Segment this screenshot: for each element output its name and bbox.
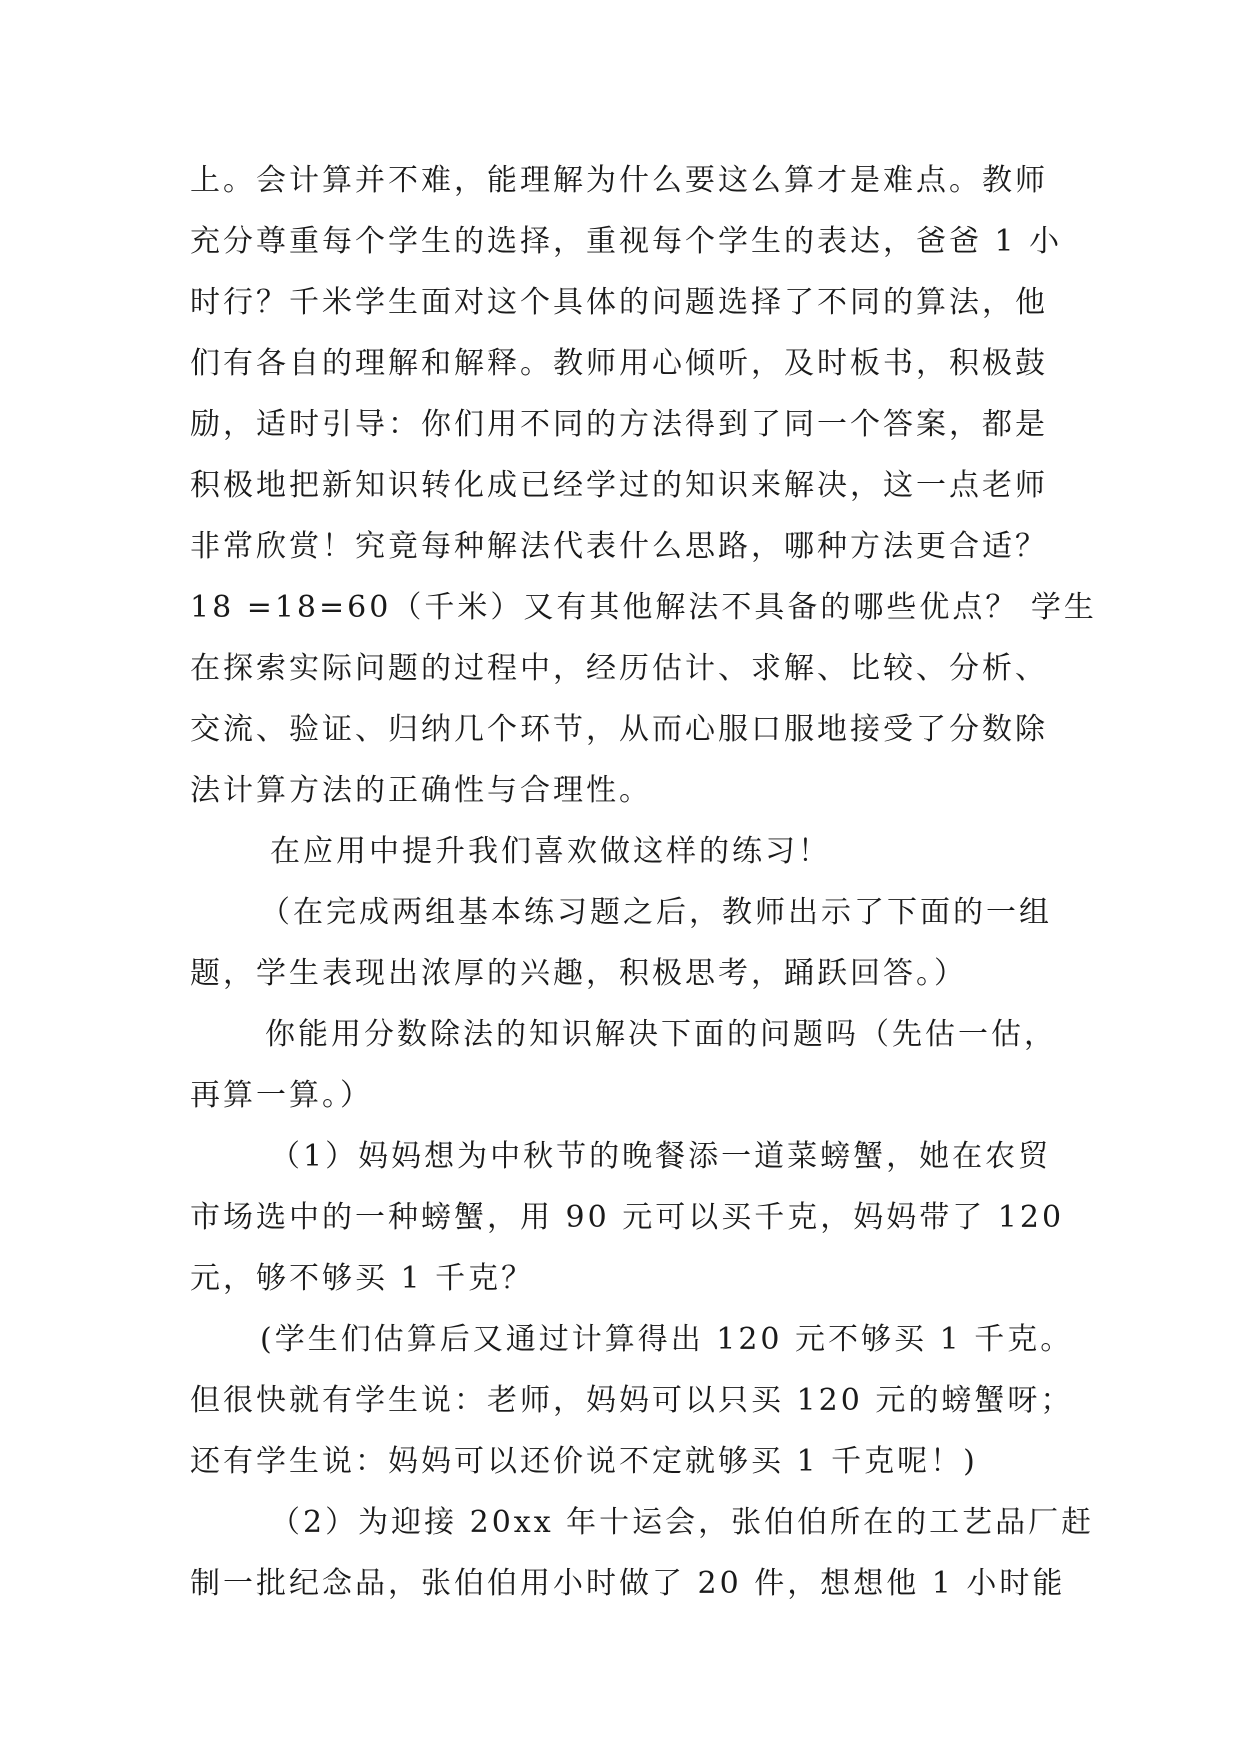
paragraph-line: 法计算方法的正确性与合理性。 bbox=[190, 773, 652, 808]
question-line: （1）妈妈想为中秋节的晚餐添一道菜螃蟹，她在农贸 bbox=[270, 1139, 1052, 1174]
paragraph-line: （在完成两组基本练习题之后，教师出示了下面的一组 bbox=[260, 895, 1052, 930]
paragraph-line: 18 =18=60（千米）又有其他解法不具备的哪些优点？ 学生 bbox=[190, 590, 1097, 625]
paragraph-line: 时行？千米学生面对这个具体的问题选择了不同的算法，他 bbox=[190, 285, 1048, 320]
paragraph-line: 再算一算。） bbox=[190, 1078, 373, 1113]
question-line: （2）为迎接 20xx 年十运会，张伯伯所在的工艺品厂赶 bbox=[270, 1505, 1095, 1540]
paragraph-line: 在探索实际问题的过程中，经历估计、求解、比较、分析、 bbox=[190, 651, 1048, 686]
document-body bbox=[190, 150, 1097, 1614]
paragraph-line: 交流、验证、归纳几个环节，从而心服口服地接受了分数除 bbox=[190, 712, 1048, 747]
paragraph-line: 充分尊重每个学生的选择，重视每个学生的表达，爸爸 1 小 bbox=[190, 224, 1063, 259]
paragraph-line: 励，适时引导：你们用不同的方法得到了同一个答案，都是 bbox=[190, 407, 1048, 442]
paragraph-line: 题，学生表现出浓厚的兴趣，积极思考，踊跃回答。） bbox=[190, 956, 967, 991]
paragraph-line: 但很快就有学生说：老师，妈妈可以只买 120 元的螃蟹呀； bbox=[190, 1383, 1074, 1418]
paragraph-line: 上。会计算并不难，能理解为什么要这么算才是难点。教师 bbox=[190, 163, 1048, 198]
paragraph-line: 你能用分数除法的知识解决下面的问题吗（先估一估， bbox=[265, 1017, 1057, 1052]
question-line: 市场选中的一种螃蟹，用 90 元可以买千克，妈妈带了 120 bbox=[190, 1200, 1065, 1235]
paragraph-line: (学生们估算后又通过计算得出 120 元不够买 1 千克。 bbox=[260, 1322, 1074, 1357]
paragraph-line: 积极地把新知识转化成已经学过的知识来解决，这一点老师 bbox=[190, 468, 1048, 503]
question-line: 制一批纪念品，张伯伯用小时做了 20 件，想想他 1 小时能 bbox=[190, 1566, 1066, 1601]
paragraph-line: 们有各自的理解和解释。教师用心倾听，及时板书，积极鼓 bbox=[190, 346, 1048, 381]
paragraph-line: 非常欣赏！究竟每种解法代表什么思路，哪种方法更合适？ bbox=[190, 529, 1048, 564]
paragraph-line: 还有学生说：妈妈可以还价说不定就够买 1 千克呢！) bbox=[190, 1444, 978, 1479]
question-line: 元，够不够买 1 千克？ bbox=[190, 1261, 535, 1296]
section-heading: 在应用中提升我们喜欢做这样的练习！ bbox=[270, 834, 831, 869]
